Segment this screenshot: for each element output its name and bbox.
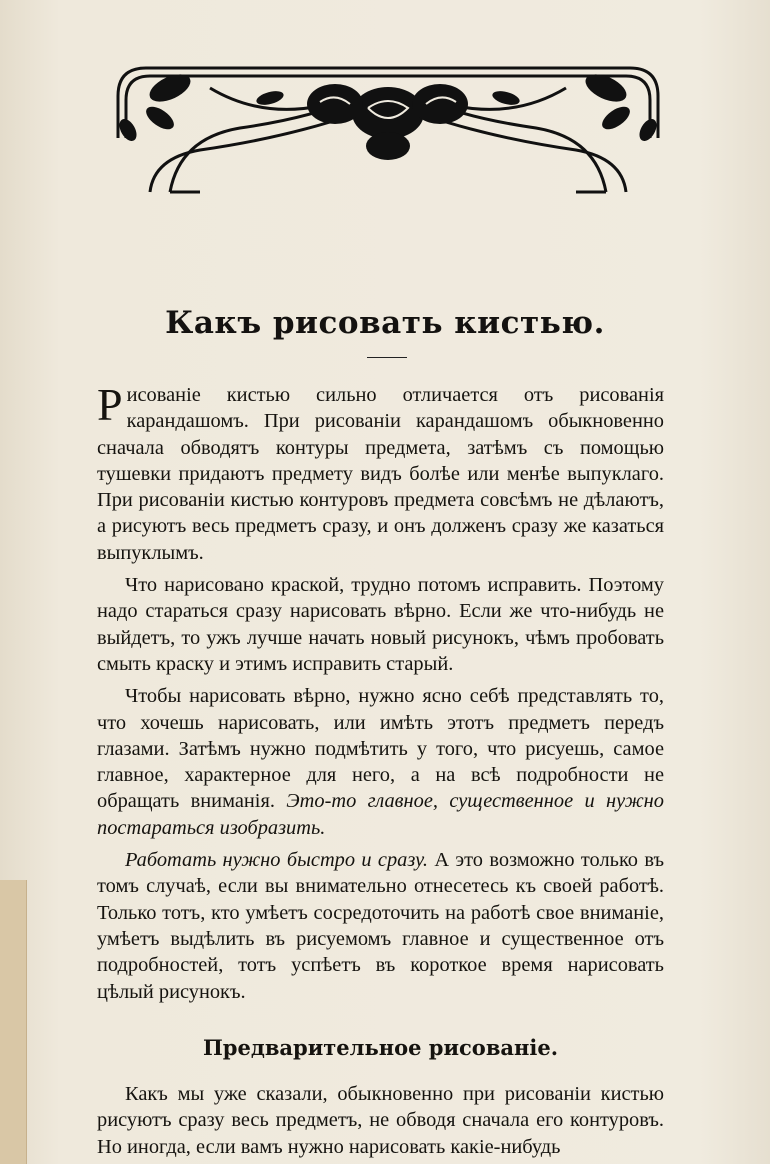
title-divider [367, 357, 407, 358]
page-title: Какъ рисовать кистью. [165, 305, 605, 341]
paragraph-4: Работать нужно быстро и сразу. А это возможно только въ томъ случаѣ, если вы внимательно отнесетесь къ своей работѣ. Только тотъ, кто умѣетъ сосредоточить на работѣ свое вниманіе, умѣетъ выдѣлить въ рисуемомъ главное и существенное отъ подробностей, тотъ успѣетъ въ короткое время нарисовать цѣлый рисунокъ. [97, 849, 664, 1003]
paragraph-3: Чтобы нарисовать вѣрно, нужно ясно себѣ представлять то, что хочешь нарисовать, или имѣть этотъ предметъ передъ глазами. Затѣмъ нужно подмѣтить у того, что рисуешь, самое главное, характерное для него, а на всѣ подробности не обращать вниманія. Это-то главное, существенное и нужно постараться изобразить. [97, 685, 664, 839]
section-heading: Предварительное рисованіе. [202, 1034, 559, 1060]
paragraph-5: Какъ мы уже сказали, обыкновенно при рисованіи кистью рисуютъ сразу весь предметъ, не обводя сначала его контуровъ. Но иногда, если вамъ нужно нарисовать какіе-нибудь [97, 1083, 664, 1158]
paper-tab [0, 880, 27, 1164]
paragraph-1: Рисованіе кистью сильно отличается отъ рисованія карандашомъ. При рисованіи карандашомъ обыкновенно сначала обводятъ контуры предмета, затѣмъ съ помощью тушевки придаютъ предмету видъ болѣе или менѣе выпуклаго. При рисованіи кистью контуровъ предмета совсѣмъ не дѣлаютъ, а рисуютъ весь предметъ сразу, и онъ долженъ сразу же казаться выпуклымъ. [97, 379, 664, 564]
article-body [97, 379, 664, 1160]
drop-cap: Р [97, 379, 123, 430]
art-nouveau-headpiece [110, 58, 666, 196]
paragraph-2: Что нарисовано краской, трудно потомъ исправить. Поэтому надо стараться сразу нарисовать вѣрно. Если же что-нибудь не выйдетъ, то ужъ лучше начать новый рисунокъ, чѣмъ пробовать смыть краску и этимъ исправить старый. [97, 574, 664, 675]
